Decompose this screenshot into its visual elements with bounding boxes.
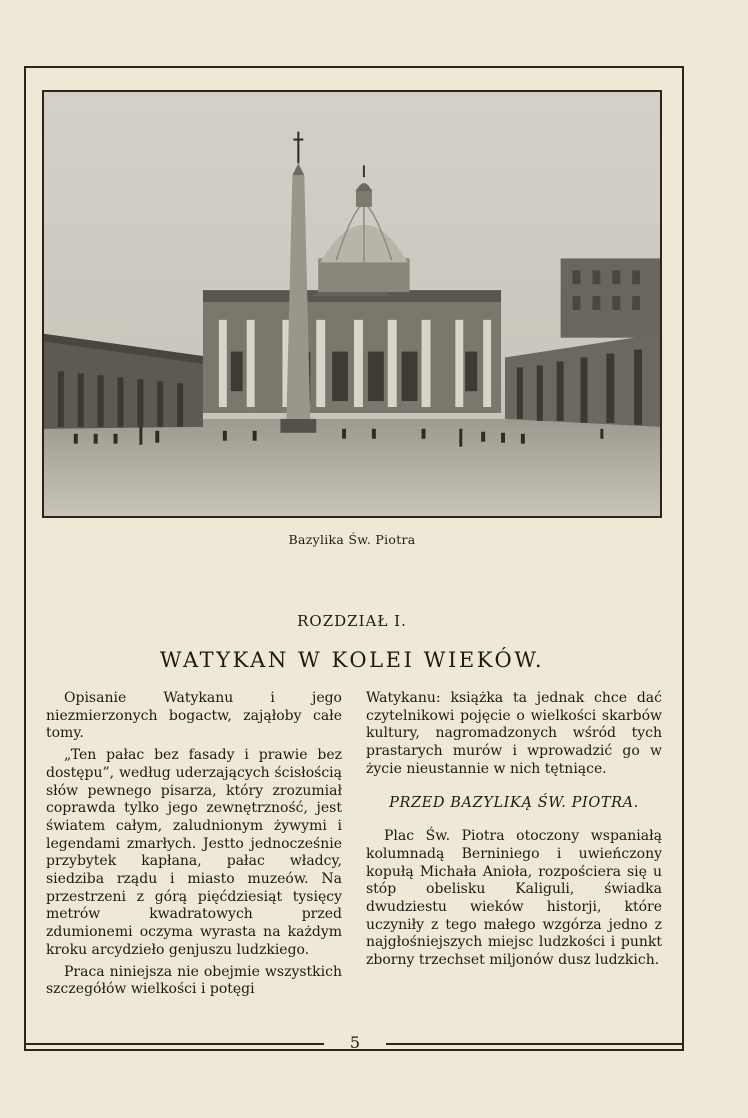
right-column <box>366 690 662 974</box>
paragraph: Opisanie Watykanu i jego niezmierzonych bogactw, zająłoby całe tomy. <box>46 690 342 742</box>
section-heading: PRZED BAZYLIKĄ ŚW. PIOTRA. <box>389 794 639 811</box>
basilica-photo <box>42 90 662 518</box>
chapter-title: WATYKAN W KOLEI WIEKÓW. <box>159 648 545 672</box>
page-number: 5 <box>349 1033 361 1052</box>
paragraph: Plac Św. Piotra otoczony wspaniałą kolumnadą Berniniego i uwieńczony kopułą Michała Anioła, rozpościera się u stóp obelisku Kaliguli, świadka dwudziestu wieków historji, które uczyniły z tego małego wzgórza jedno z najgłośniejszych miejsc ludzkości i punkt zborny trzechset miljonów dusz ludzkich. <box>366 828 662 969</box>
left-column <box>46 690 342 1003</box>
footer-rule-right <box>386 1043 684 1045</box>
st-peters-basilica-illustration <box>44 92 660 516</box>
photo-caption: Bazylika Św. Piotra <box>288 532 416 547</box>
paragraph: „Ten pałac bez fasady i prawie bez dostępu”, według uderzających ścisłością słów pewnego pisarza, który zrozumiał coprawda tylko jego zewnętrzność, jest światem całym, zaludnionym żywymi i legendami zmarłych. Jestto jednocześnie przybytek kapłana, pałac władcy, siedziba rządu i miasto muzeów. Na przestrzeni z górą pięćdziesiąt tysięcy metrów kwadratowych przed zdumionemi oczyma wyrasta na każdym kroku arcydzieło genjuszu ludzkiego. <box>46 747 342 958</box>
paragraph: Praca niniejsza nie obejmie wszystkich szczegółów wielkości i potęgi <box>46 963 342 998</box>
chapter-label: ROZDZIAŁ I. <box>297 612 407 630</box>
footer-rule-left <box>24 1043 324 1045</box>
paragraph-continued: Watykanu: książka ta jednak chce dać czytelnikowi pojęcie o wielkości skarbów kultury, nagromadzonych wśród tych prastarych murów i wprowadzić go w życie nieustannie w nich tętniące. <box>366 690 662 777</box>
